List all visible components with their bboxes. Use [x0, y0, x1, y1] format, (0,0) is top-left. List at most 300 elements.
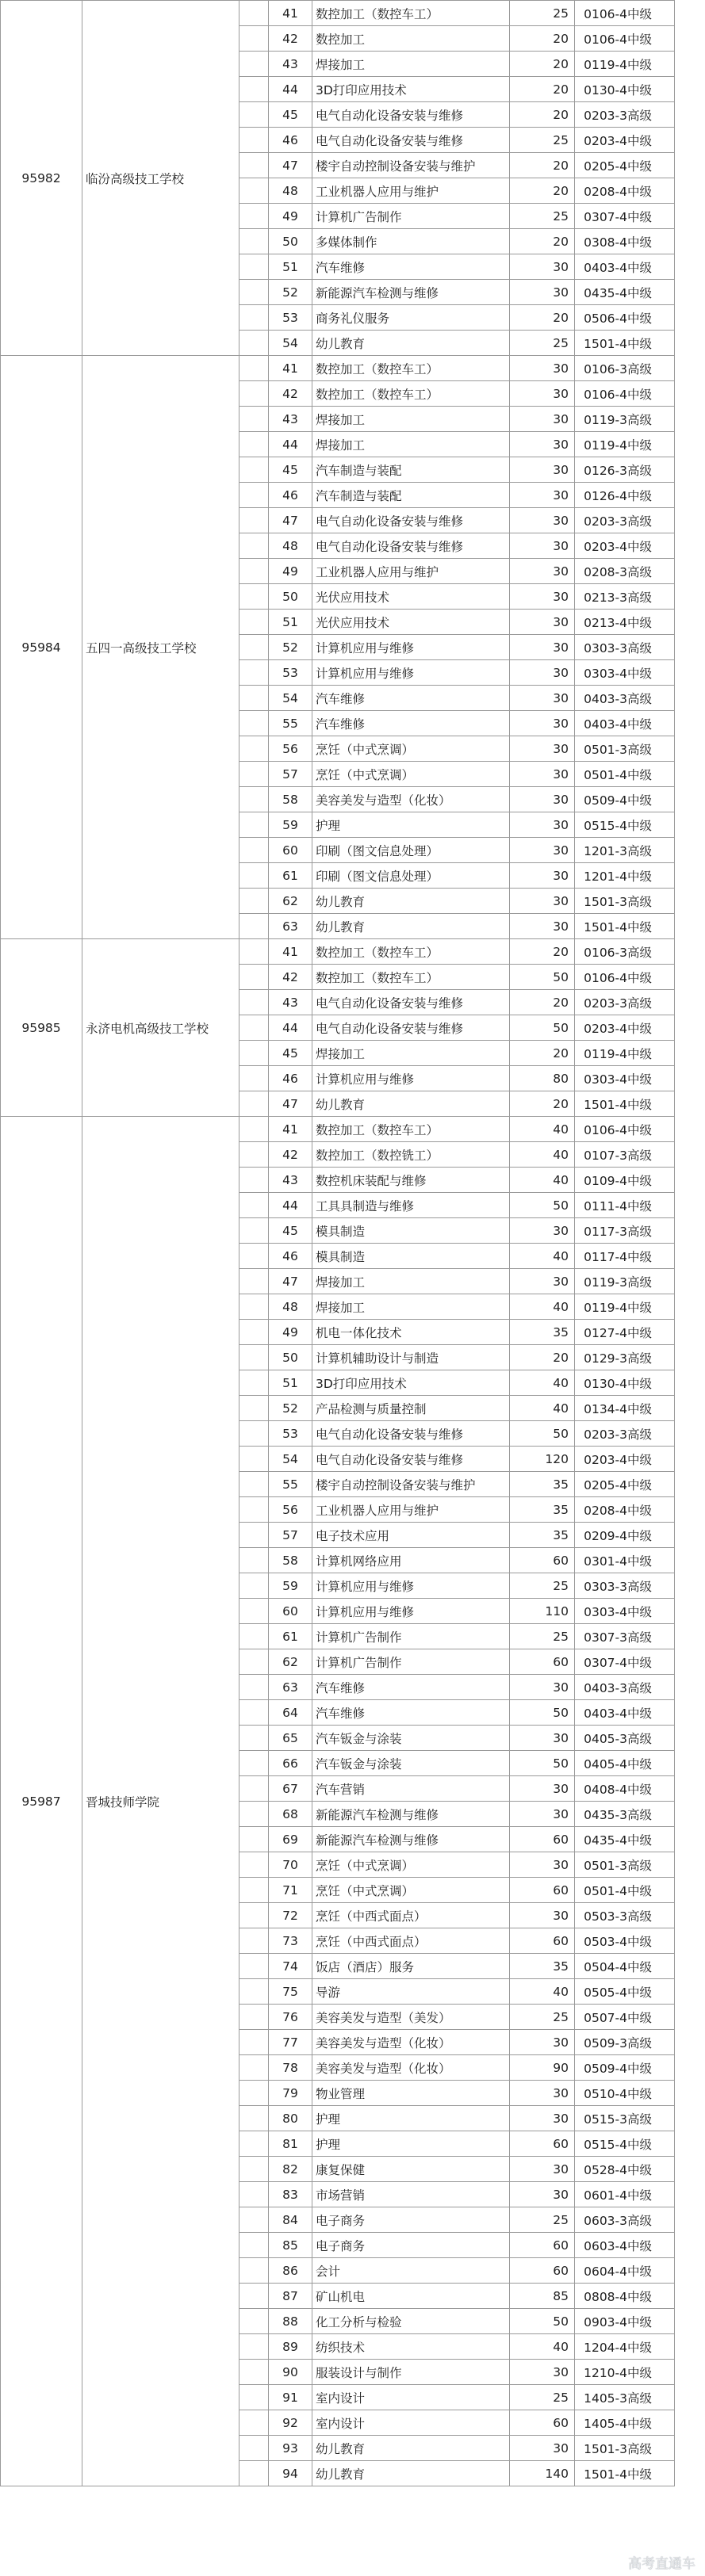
major-level-cell: 1210-4中级	[575, 2360, 675, 2385]
major-number-cell: 61	[269, 863, 312, 889]
empty-cell	[239, 1370, 269, 1396]
plan-count-cell: 30	[510, 381, 575, 407]
major-level-cell: 0130-4中级	[575, 1370, 675, 1396]
empty-cell	[239, 229, 269, 254]
plan-count-cell: 60	[510, 1548, 575, 1573]
major-number-cell: 54	[269, 331, 312, 356]
major-level-cell: 0303-4中级	[575, 660, 675, 686]
empty-cell	[239, 26, 269, 52]
plan-count-cell: 25	[510, 2005, 575, 2030]
plan-count-cell: 110	[510, 1599, 575, 1624]
major-name-cell: 化工分析与检验	[312, 2309, 510, 2334]
empty-cell	[239, 1269, 269, 1294]
empty-cell	[239, 787, 269, 812]
empty-cell	[239, 2309, 269, 2334]
major-name-cell: 新能源汽车检测与维修	[312, 1827, 510, 1852]
major-name-cell: 工业机器人应用与维护	[312, 1497, 510, 1523]
plan-count-cell: 60	[510, 1878, 575, 1903]
table-row	[1, 1, 675, 26]
major-number-cell: 53	[269, 1421, 312, 1447]
plan-count-cell: 30	[510, 2360, 575, 2385]
major-number-cell: 92	[269, 2410, 312, 2436]
major-name-cell: 美容美发与造型（美发）	[312, 2005, 510, 2030]
major-name-cell: 模具制造	[312, 1218, 510, 1244]
school-code-cell: 95985	[1, 939, 82, 1117]
major-number-cell: 60	[269, 838, 312, 863]
empty-cell	[239, 305, 269, 331]
plan-count-cell: 20	[510, 102, 575, 128]
major-name-cell: 商务礼仪服务	[312, 305, 510, 331]
plan-count-cell: 40	[510, 1168, 575, 1193]
major-level-cell: 0203-4中级	[575, 128, 675, 153]
major-name-cell: 幼儿教育	[312, 2461, 510, 2486]
major-name-cell: 纺织技术	[312, 2334, 510, 2360]
major-level-cell: 0435-4中级	[575, 1827, 675, 1852]
major-name-cell: 室内设计	[312, 2385, 510, 2410]
major-level-cell: 0403-4中级	[575, 711, 675, 736]
major-number-cell: 55	[269, 1472, 312, 1497]
major-level-cell: 0506-4中级	[575, 305, 675, 331]
major-level-cell: 0435-3高级	[575, 1802, 675, 1827]
major-name-cell: 数控加工（数控车工）	[312, 1, 510, 26]
watermark-logo: 高考直通车	[628, 2556, 695, 2572]
major-level-cell: 0106-3高级	[575, 356, 675, 381]
major-level-cell: 1501-4中级	[575, 2461, 675, 2486]
plan-count-cell: 25	[510, 2385, 575, 2410]
plan-count-cell: 20	[510, 305, 575, 331]
major-level-cell: 1201-3高级	[575, 838, 675, 863]
major-name-cell: 光伏应用技术	[312, 610, 510, 635]
major-level-cell: 1501-4中级	[575, 914, 675, 939]
major-number-cell: 43	[269, 52, 312, 77]
plan-count-cell: 30	[510, 610, 575, 635]
empty-cell	[239, 280, 269, 305]
major-level-cell: 0203-3高级	[575, 508, 675, 533]
major-number-cell: 84	[269, 2207, 312, 2233]
major-name-cell: 印刷（图文信息处理）	[312, 838, 510, 863]
major-number-cell: 63	[269, 914, 312, 939]
major-name-cell: 印刷（图文信息处理）	[312, 863, 510, 889]
major-level-cell: 0208-3高级	[575, 559, 675, 584]
major-level-cell: 0106-4中级	[575, 1117, 675, 1142]
plan-count-cell: 30	[510, 787, 575, 812]
major-name-cell: 护理	[312, 812, 510, 838]
major-level-cell: 0510-4中级	[575, 2081, 675, 2106]
major-name-cell: 工业机器人应用与维护	[312, 178, 510, 204]
major-name-cell: 电子商务	[312, 2233, 510, 2258]
major-number-cell: 51	[269, 1370, 312, 1396]
major-name-cell: 室内设计	[312, 2410, 510, 2436]
plan-count-cell: 25	[510, 128, 575, 153]
major-level-cell: 0119-4中级	[575, 52, 675, 77]
major-level-cell: 0505-4中级	[575, 1979, 675, 2005]
plan-count-cell: 30	[510, 508, 575, 533]
plan-count-cell: 25	[510, 2207, 575, 2233]
major-level-cell: 0106-4中级	[575, 965, 675, 990]
major-level-cell: 0603-4中级	[575, 2233, 675, 2258]
empty-cell	[239, 1142, 269, 1168]
major-name-cell: 幼儿教育	[312, 331, 510, 356]
plan-count-cell: 30	[510, 762, 575, 787]
major-name-cell: 数控加工（数控车工）	[312, 965, 510, 990]
major-name-cell: 数控加工（数控车工）	[312, 356, 510, 381]
major-number-cell: 53	[269, 660, 312, 686]
empty-cell	[239, 914, 269, 939]
major-level-cell: 0213-4中级	[575, 610, 675, 635]
plan-count-cell: 40	[510, 2334, 575, 2360]
major-level-cell: 0109-4中级	[575, 1168, 675, 1193]
major-number-cell: 47	[269, 1091, 312, 1117]
empty-cell	[239, 1903, 269, 1928]
major-level-cell: 0405-3高级	[575, 1726, 675, 1751]
major-level-cell: 0405-4中级	[575, 1751, 675, 1776]
major-number-cell: 42	[269, 381, 312, 407]
major-level-cell: 0503-3高级	[575, 1903, 675, 1928]
plan-count-cell: 80	[510, 1066, 575, 1091]
empty-cell	[239, 838, 269, 863]
plan-count-cell: 30	[510, 1726, 575, 1751]
major-number-cell: 49	[269, 1320, 312, 1345]
major-name-cell: 楼宇自动控制设备安装与维护	[312, 1472, 510, 1497]
major-number-cell: 88	[269, 2309, 312, 2334]
major-number-cell: 62	[269, 889, 312, 914]
plan-count-cell: 30	[510, 407, 575, 432]
major-level-cell: 0106-4中级	[575, 1, 675, 26]
major-number-cell: 42	[269, 965, 312, 990]
major-level-cell: 0515-4中级	[575, 2131, 675, 2157]
plan-count-cell: 40	[510, 1370, 575, 1396]
table-row	[1, 939, 675, 965]
major-name-cell: 烹饪（中式烹调）	[312, 1852, 510, 1878]
major-number-cell: 55	[269, 711, 312, 736]
major-name-cell: 电气自动化设备安装与维修	[312, 990, 510, 1015]
empty-cell	[239, 204, 269, 229]
plan-count-cell: 20	[510, 229, 575, 254]
major-level-cell: 0117-3高级	[575, 1218, 675, 1244]
plan-count-cell: 25	[510, 204, 575, 229]
plan-count-cell: 20	[510, 178, 575, 204]
major-name-cell: 幼儿教育	[312, 914, 510, 939]
empty-cell	[239, 356, 269, 381]
major-number-cell: 47	[269, 508, 312, 533]
empty-cell	[239, 128, 269, 153]
major-level-cell: 0603-3高级	[575, 2207, 675, 2233]
major-level-cell: 0307-3高级	[575, 1624, 675, 1649]
major-level-cell: 0509-3高级	[575, 2030, 675, 2055]
major-name-cell: 服装设计与制作	[312, 2360, 510, 2385]
major-name-cell: 汽车维修	[312, 711, 510, 736]
major-name-cell: 计算机应用与维修	[312, 660, 510, 686]
major-level-cell: 0203-3高级	[575, 102, 675, 128]
empty-cell	[239, 1675, 269, 1700]
plan-count-cell: 20	[510, 26, 575, 52]
empty-cell	[239, 533, 269, 559]
major-number-cell: 64	[269, 1700, 312, 1726]
plan-count-cell: 30	[510, 686, 575, 711]
major-level-cell: 0301-4中级	[575, 1548, 675, 1573]
major-name-cell: 产品检测与质量控制	[312, 1396, 510, 1421]
major-name-cell: 护理	[312, 2131, 510, 2157]
school-code-cell: 95987	[1, 1117, 82, 2486]
major-name-cell: 汽车维修	[312, 686, 510, 711]
major-level-cell: 0134-4中级	[575, 1396, 675, 1421]
plan-count-cell: 40	[510, 1117, 575, 1142]
plan-count-cell: 30	[510, 1802, 575, 1827]
major-level-cell: 0501-3高级	[575, 1852, 675, 1878]
major-name-cell: 美容美发与造型（化妆）	[312, 787, 510, 812]
plan-count-cell: 25	[510, 331, 575, 356]
major-name-cell: 焊接加工	[312, 1041, 510, 1066]
major-level-cell: 1501-3高级	[575, 889, 675, 914]
major-name-cell: 数控机床装配与维修	[312, 1168, 510, 1193]
major-level-cell: 0403-3高级	[575, 1675, 675, 1700]
plan-count-cell: 30	[510, 1852, 575, 1878]
major-number-cell: 52	[269, 635, 312, 660]
major-name-cell: 汽车维修	[312, 254, 510, 280]
major-number-cell: 79	[269, 2081, 312, 2106]
major-number-cell: 42	[269, 1142, 312, 1168]
major-level-cell: 0106-4中级	[575, 26, 675, 52]
major-level-cell: 0528-4中级	[575, 2157, 675, 2182]
empty-cell	[239, 965, 269, 990]
plan-count-cell: 50	[510, 2309, 575, 2334]
empty-cell	[239, 2081, 269, 2106]
major-number-cell: 46	[269, 128, 312, 153]
major-number-cell: 75	[269, 1979, 312, 2005]
plan-count-cell: 40	[510, 1244, 575, 1269]
major-number-cell: 54	[269, 686, 312, 711]
major-number-cell: 82	[269, 2157, 312, 2182]
empty-cell	[239, 2030, 269, 2055]
plan-count-cell: 30	[510, 1675, 575, 1700]
major-level-cell: 0203-4中级	[575, 1015, 675, 1041]
major-name-cell: 焊接加工	[312, 432, 510, 457]
major-name-cell: 电气自动化设备安装与维修	[312, 508, 510, 533]
empty-cell	[239, 1320, 269, 1345]
major-name-cell: 幼儿教育	[312, 2436, 510, 2461]
major-number-cell: 72	[269, 1903, 312, 1928]
plan-count-cell: 85	[510, 2284, 575, 2309]
plan-count-cell: 140	[510, 2461, 575, 2486]
major-name-cell: 3D打印应用技术	[312, 1370, 510, 1396]
major-level-cell: 0507-4中级	[575, 2005, 675, 2030]
major-level-cell: 0203-3高级	[575, 1421, 675, 1447]
major-number-cell: 68	[269, 1802, 312, 1827]
major-number-cell: 76	[269, 2005, 312, 2030]
major-name-cell: 数控加工（数控车工）	[312, 1117, 510, 1142]
plan-count-cell: 30	[510, 812, 575, 838]
major-number-cell: 52	[269, 1396, 312, 1421]
major-number-cell: 52	[269, 280, 312, 305]
plan-count-cell: 30	[510, 1218, 575, 1244]
major-name-cell: 矿山机电	[312, 2284, 510, 2309]
major-level-cell: 1501-4中级	[575, 331, 675, 356]
empty-cell	[239, 2106, 269, 2131]
major-number-cell: 50	[269, 1345, 312, 1370]
major-number-cell: 45	[269, 457, 312, 483]
major-number-cell: 46	[269, 1066, 312, 1091]
major-name-cell: 电气自动化设备安装与维修	[312, 128, 510, 153]
school-name-cell: 临汾高级技工学校	[82, 1, 239, 356]
major-name-cell: 饭店（酒店）服务	[312, 1954, 510, 1979]
major-level-cell: 0119-3高级	[575, 1269, 675, 1294]
major-name-cell: 新能源汽车检测与维修	[312, 280, 510, 305]
major-number-cell: 54	[269, 1447, 312, 1472]
major-number-cell: 94	[269, 2461, 312, 2486]
plan-count-cell: 30	[510, 635, 575, 660]
major-name-cell: 会计	[312, 2258, 510, 2284]
major-number-cell: 45	[269, 1218, 312, 1244]
plan-count-cell: 60	[510, 2131, 575, 2157]
major-number-cell: 48	[269, 178, 312, 204]
major-name-cell: 电子商务	[312, 2207, 510, 2233]
major-number-cell: 74	[269, 1954, 312, 1979]
major-number-cell: 77	[269, 2030, 312, 2055]
major-number-cell: 51	[269, 254, 312, 280]
major-number-cell: 60	[269, 1599, 312, 1624]
empty-cell	[239, 1193, 269, 1218]
major-level-cell: 1405-3高级	[575, 2385, 675, 2410]
major-number-cell: 50	[269, 584, 312, 610]
empty-cell	[239, 1345, 269, 1370]
empty-cell	[239, 660, 269, 686]
major-level-cell: 0403-3高级	[575, 686, 675, 711]
major-level-cell: 0504-4中级	[575, 1954, 675, 1979]
plan-count-cell: 30	[510, 2157, 575, 2182]
empty-cell	[239, 1421, 269, 1447]
major-level-cell: 0111-4中级	[575, 1193, 675, 1218]
major-number-cell: 47	[269, 1269, 312, 1294]
empty-cell	[239, 77, 269, 102]
major-level-cell: 0501-4中级	[575, 762, 675, 787]
empty-cell	[239, 1117, 269, 1142]
empty-cell	[239, 1548, 269, 1573]
major-level-cell: 0203-4中级	[575, 533, 675, 559]
empty-cell	[239, 2410, 269, 2436]
major-level-cell: 0903-4中级	[575, 2309, 675, 2334]
plan-count-cell: 50	[510, 1015, 575, 1041]
major-level-cell: 0303-4中级	[575, 1599, 675, 1624]
plan-count-cell: 30	[510, 533, 575, 559]
major-name-cell: 焊接加工	[312, 407, 510, 432]
major-level-cell: 0208-4中级	[575, 178, 675, 204]
empty-cell	[239, 939, 269, 965]
empty-cell	[239, 2005, 269, 2030]
empty-cell	[239, 1244, 269, 1269]
major-name-cell: 计算机应用与维修	[312, 1599, 510, 1624]
major-number-cell: 91	[269, 2385, 312, 2410]
major-level-cell: 0209-4中级	[575, 1523, 675, 1548]
major-level-cell: 0403-4中级	[575, 1700, 675, 1726]
empty-cell	[239, 2385, 269, 2410]
plan-count-cell: 30	[510, 2081, 575, 2106]
major-name-cell: 数控加工（数控车工）	[312, 381, 510, 407]
empty-cell	[239, 1041, 269, 1066]
plan-count-cell: 60	[510, 2233, 575, 2258]
plan-count-cell: 30	[510, 356, 575, 381]
major-number-cell: 43	[269, 990, 312, 1015]
major-name-cell: 汽车制造与装配	[312, 483, 510, 508]
plan-count-cell: 30	[510, 863, 575, 889]
major-number-cell: 58	[269, 1548, 312, 1573]
major-name-cell: 汽车维修	[312, 1675, 510, 1700]
plan-count-cell: 30	[510, 2182, 575, 2207]
major-level-cell: 0205-4中级	[575, 153, 675, 178]
empty-cell	[239, 2207, 269, 2233]
major-number-cell: 41	[269, 356, 312, 381]
empty-cell	[239, 1700, 269, 1726]
plan-count-cell: 50	[510, 1193, 575, 1218]
empty-cell	[239, 711, 269, 736]
empty-cell	[239, 889, 269, 914]
major-level-cell: 0501-3高级	[575, 736, 675, 762]
major-level-cell: 0126-3高级	[575, 457, 675, 483]
plan-count-cell: 30	[510, 559, 575, 584]
major-number-cell: 50	[269, 229, 312, 254]
major-number-cell: 71	[269, 1878, 312, 1903]
major-number-cell: 46	[269, 1244, 312, 1269]
empty-cell	[239, 610, 269, 635]
empty-cell	[239, 863, 269, 889]
major-level-cell: 0303-3高级	[575, 635, 675, 660]
plan-count-cell: 50	[510, 965, 575, 990]
major-level-cell: 0106-4中级	[575, 381, 675, 407]
plan-count-cell: 30	[510, 889, 575, 914]
major-level-cell: 0119-4中级	[575, 1294, 675, 1320]
plan-count-cell: 20	[510, 52, 575, 77]
major-number-cell: 47	[269, 153, 312, 178]
plan-count-cell: 40	[510, 1396, 575, 1421]
major-name-cell: 烹饪（中西式面点）	[312, 1928, 510, 1954]
major-number-cell: 41	[269, 939, 312, 965]
major-number-cell: 43	[269, 1168, 312, 1193]
major-name-cell: 康复保健	[312, 2157, 510, 2182]
major-number-cell: 46	[269, 483, 312, 508]
major-number-cell: 85	[269, 2233, 312, 2258]
major-name-cell: 导游	[312, 1979, 510, 2005]
major-name-cell: 光伏应用技术	[312, 584, 510, 610]
empty-cell	[239, 1827, 269, 1852]
major-name-cell: 楼宇自动控制设备安装与维护	[312, 153, 510, 178]
major-level-cell: 0509-4中级	[575, 2055, 675, 2081]
empty-cell	[239, 102, 269, 128]
empty-cell	[239, 990, 269, 1015]
major-level-cell: 0127-4中级	[575, 1320, 675, 1345]
plan-count-cell: 30	[510, 2106, 575, 2131]
school-name-cell: 五四一高级技工学校	[82, 356, 239, 939]
major-number-cell: 59	[269, 812, 312, 838]
major-number-cell: 41	[269, 1117, 312, 1142]
plan-count-cell: 30	[510, 280, 575, 305]
plan-count-cell: 30	[510, 457, 575, 483]
major-number-cell: 61	[269, 1624, 312, 1649]
empty-cell	[239, 1396, 269, 1421]
major-level-cell: 0509-4中级	[575, 787, 675, 812]
empty-cell	[239, 254, 269, 280]
major-level-cell: 0303-3高级	[575, 1573, 675, 1599]
plan-count-cell: 60	[510, 2410, 575, 2436]
major-name-cell: 幼儿教育	[312, 1091, 510, 1117]
major-number-cell: 90	[269, 2360, 312, 2385]
major-level-cell: 1201-4中级	[575, 863, 675, 889]
empty-cell	[239, 1168, 269, 1193]
major-number-cell: 70	[269, 1852, 312, 1878]
plan-count-cell: 30	[510, 584, 575, 610]
plan-count-cell: 20	[510, 1091, 575, 1117]
empty-cell	[239, 584, 269, 610]
major-name-cell: 数控加工（数控铣工）	[312, 1142, 510, 1168]
major-number-cell: 45	[269, 102, 312, 128]
